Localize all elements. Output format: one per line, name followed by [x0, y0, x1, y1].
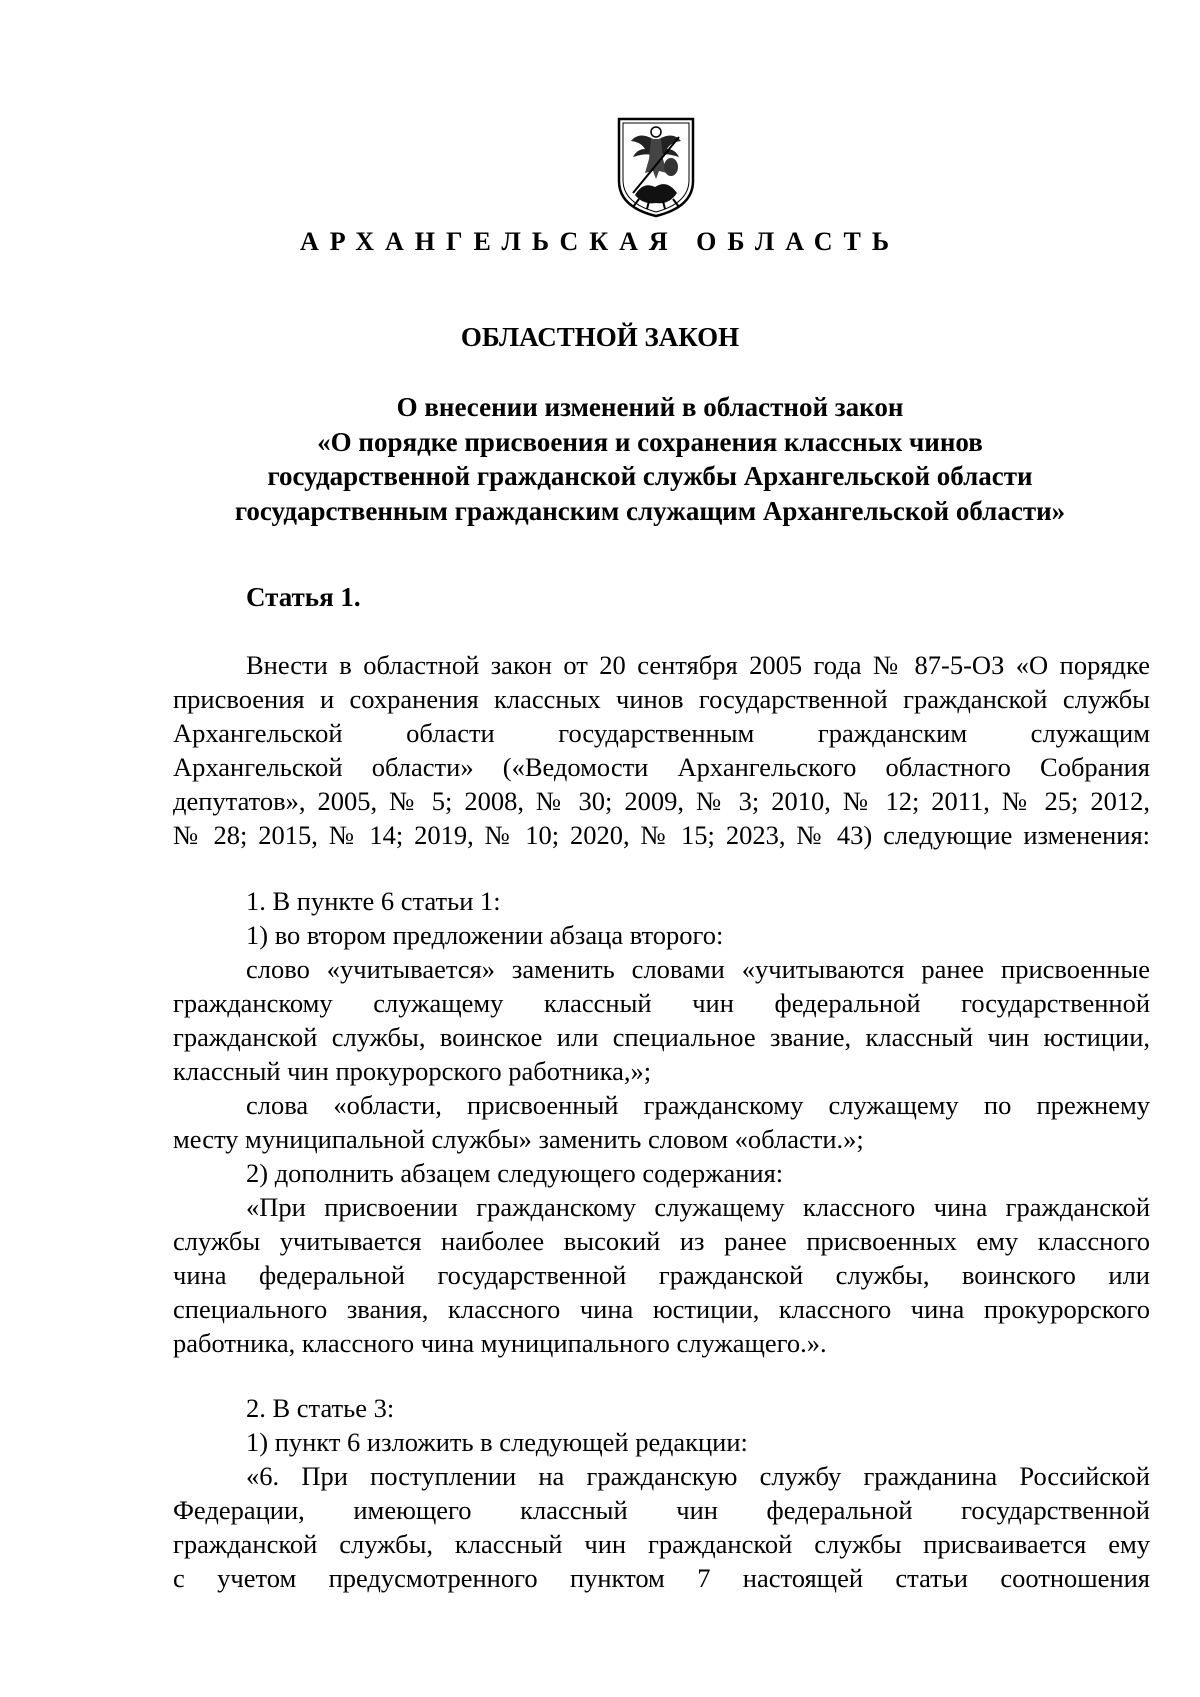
text-line: Федерации, имеющего классный чин федеральной государственной: [173, 1495, 1150, 1525]
text-line: Внести в областной закон от 20 сентября 2005 года № 87-5-ОЗ «О порядке: [246, 650, 1150, 680]
coat-of-arms-emblem: [613, 115, 699, 219]
region-name: АРХАНГЕЛЬСКАЯ ОБЛАСТЬ: [299, 227, 901, 256]
text-line: 1. В пункте 6 статьи 1:: [246, 886, 501, 916]
text-line: классный чин прокурорского работника,»;: [173, 1056, 652, 1086]
text-line: слова «области, присвоенный гражданскому служащему по прежнему: [246, 1090, 1150, 1120]
article-heading: Статья 1.: [246, 582, 361, 612]
text-line: 1) пункт 6 изложить в следующей редакции:: [246, 1427, 748, 1457]
text-line: гражданской службы, классный чин гражданской службы присваивается ему: [173, 1529, 1150, 1559]
text-line: 2. В статье 3:: [246, 1393, 395, 1423]
text-line: гражданскому служащему классный чин федеральной государственной: [173, 988, 1150, 1018]
text-line: Архангельской области» («Ведомости Архангельского областного Собрания: [173, 752, 1150, 782]
law-title-line: государственной гражданской службы Архангельской области: [267, 461, 1033, 491]
text-line: присвоения и сохранения классных чинов государственной гражданской службы: [173, 684, 1150, 714]
text-line: специального звания, классного чина юстиции, классного чина прокурорского: [173, 1294, 1150, 1324]
text-line: 2) дополнить абзацем следующего содержания:: [246, 1158, 784, 1188]
law-title-line: О внесении изменений в областной закон: [396, 392, 904, 422]
text-line: чина федеральной государственной гражданской службы, воинского или: [173, 1260, 1150, 1290]
text-line: слово «учитывается» заменить словами «учитываются ранее присвоенные: [246, 954, 1150, 984]
text-line: 1) во втором предложении абзаца второго:: [246, 920, 724, 950]
text-line: депутатов», 2005, № 5; 2008, № 30; 2009, № 3; 2010, № 12; 2011, № 25; 2012,: [173, 786, 1150, 816]
amendment-item-2: [173, 1391, 1150, 1595]
text-line: службы учитывается наиболее высокий из ранее присвоенных ему классного: [173, 1226, 1150, 1256]
text-line: «При присвоении гражданскому служащему классного чина гражданской: [246, 1192, 1150, 1222]
text-line: месту муниципальной службы» заменить словом «области.»;: [173, 1124, 864, 1154]
law-title: [170, 390, 1130, 528]
article-intro-paragraph: [173, 648, 1150, 852]
text-line: гражданской службы, воинское или специальное звание, классный чин юстиции,: [173, 1022, 1150, 1052]
law-title-line: «О порядке присвоения и сохранения классных чинов: [317, 426, 983, 457]
text-line: работника, классного чина муниципального служащего.».: [173, 1328, 827, 1358]
text-line: Архангельской области государственным гражданским служащим: [173, 718, 1150, 748]
amendment-item-1: [173, 884, 1150, 1360]
text-line: с учетом предусмотренного пунктом 7 настоящей статьи соотношения: [173, 1563, 1150, 1593]
text-line: № 28; 2015, № 14; 2019, № 10; 2020, № 15; 2023, № 43) следующие изменения:: [173, 820, 1150, 850]
law-type-heading: ОБЛАСТНОЙ ЗАКОН: [460, 322, 740, 352]
law-title-line: государственным гражданским служащим Архангельской области»: [234, 495, 1066, 526]
text-line: «6. При поступлении на гражданскую службу гражданина Российской: [246, 1461, 1150, 1491]
